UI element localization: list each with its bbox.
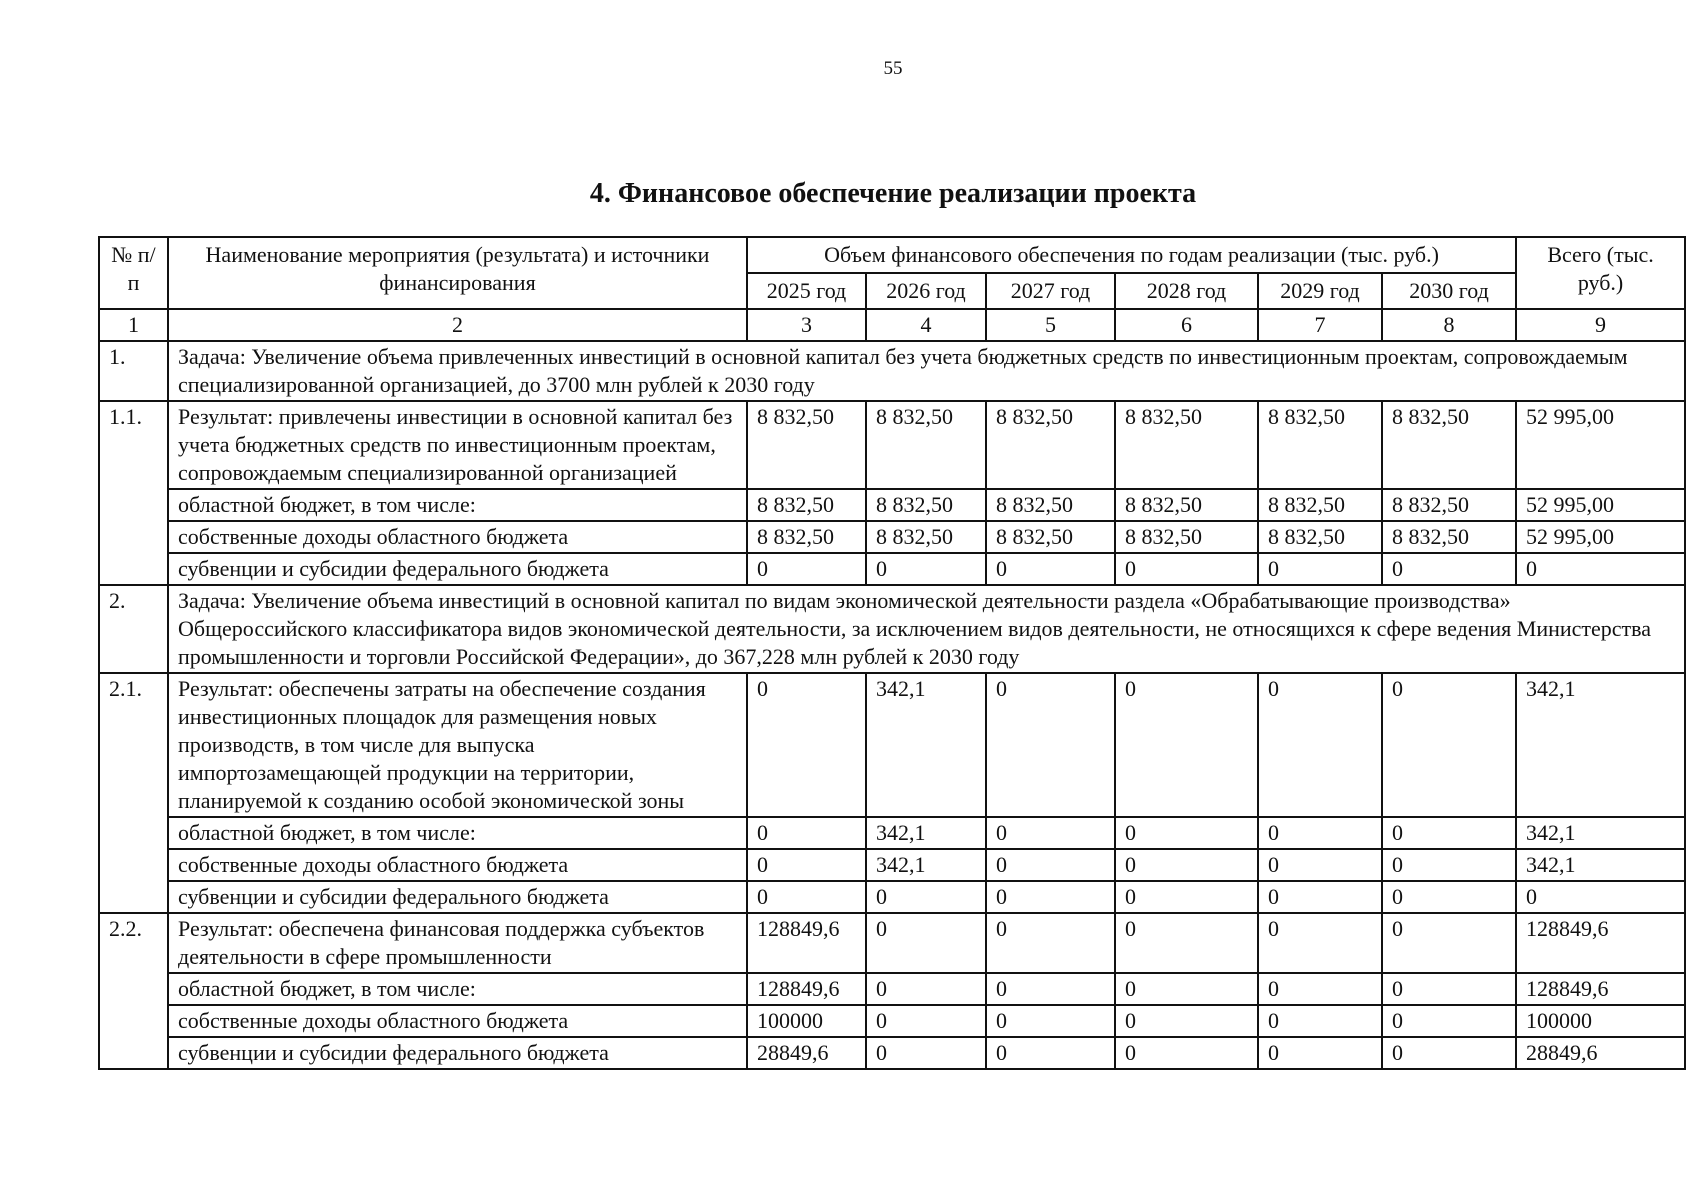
financing-table — [98, 236, 1686, 1070]
total-value: 52 995,00 — [1516, 489, 1685, 521]
header-year: 2026 год — [866, 273, 986, 309]
task-row — [99, 585, 1685, 673]
year-value: 0 — [1258, 881, 1382, 913]
column-index: 2 — [168, 309, 747, 341]
result-number: 1.1. — [99, 401, 168, 585]
header-year: 2025 год — [747, 273, 866, 309]
total-value: 0 — [1516, 881, 1685, 913]
year-value: 0 — [1115, 1037, 1258, 1069]
total-value: 28849,6 — [1516, 1037, 1685, 1069]
year-value: 0 — [1382, 1005, 1516, 1037]
year-value: 0 — [747, 881, 866, 913]
year-value: 0 — [1115, 913, 1258, 973]
year-value: 0 — [986, 881, 1115, 913]
column-index: 6 — [1115, 309, 1258, 341]
total-value: 100000 — [1516, 1005, 1685, 1037]
year-value: 0 — [747, 817, 866, 849]
funding-source-row — [99, 817, 1685, 849]
year-value: 0 — [747, 553, 866, 585]
header-year: 2027 год — [986, 273, 1115, 309]
year-value: 0 — [866, 553, 986, 585]
year-value: 0 — [1258, 817, 1382, 849]
year-value: 0 — [1382, 553, 1516, 585]
column-index: 7 — [1258, 309, 1382, 341]
year-value: 100000 — [747, 1005, 866, 1037]
year-value: 8 832,50 — [1115, 401, 1258, 489]
funding-source-row — [99, 973, 1685, 1005]
task-text: Задача: Увеличение объема инвестиций в основной капитал по видам экономической деятельности раздела «Обрабатывающие производства» Общероссийского классификатора видов экономической деятельности, за исключением видов деятельности, не относящихся к сфере ведения Министерства промышленности и торговли Российской Федерации», до 367,228 млн рублей к 2030 году — [168, 585, 1685, 673]
year-value: 0 — [1382, 881, 1516, 913]
funding-source-row — [99, 849, 1685, 881]
total-value: 128849,6 — [1516, 973, 1685, 1005]
year-value: 0 — [1258, 673, 1382, 817]
year-value: 0 — [986, 553, 1115, 585]
task-number: 2. — [99, 585, 168, 673]
funding-source-name: областной бюджет, в том числе: — [168, 489, 747, 521]
year-value: 0 — [1258, 849, 1382, 881]
column-index: 3 — [747, 309, 866, 341]
year-value: 0 — [1382, 673, 1516, 817]
year-value: 0 — [1258, 973, 1382, 1005]
year-value: 0 — [986, 973, 1115, 1005]
year-value: 0 — [1115, 817, 1258, 849]
total-value: 342,1 — [1516, 817, 1685, 849]
funding-source-name: собственные доходы областного бюджета — [168, 521, 747, 553]
header-col-name: Наименование мероприятия (результата) и источники финансирования — [168, 237, 747, 309]
year-value: 8 832,50 — [1382, 521, 1516, 553]
year-value: 8 832,50 — [1115, 489, 1258, 521]
year-value: 8 832,50 — [866, 521, 986, 553]
year-value: 0 — [1115, 553, 1258, 585]
year-value: 342,1 — [866, 849, 986, 881]
year-value: 0 — [986, 1037, 1115, 1069]
header-year: 2030 год — [1382, 273, 1516, 309]
column-index: 9 — [1516, 309, 1685, 341]
result-name: Результат: обеспечена финансовая поддержка субъектов деятельности в сфере промышленности — [168, 913, 747, 973]
year-value: 28849,6 — [747, 1037, 866, 1069]
result-name: Результат: обеспечены затраты на обеспечение создания инвестиционных площадок для размещения новых производств, в том числе для выпуска импортозамещающей продукции на территории, планируемой к созданию особой экономической зоны — [168, 673, 747, 817]
funding-source-name: областной бюджет, в том числе: — [168, 817, 747, 849]
year-value: 0 — [866, 881, 986, 913]
section-title: 4. Финансовое обеспечение реализации проекта — [589, 178, 1197, 209]
year-value: 8 832,50 — [1258, 401, 1382, 489]
total-value: 342,1 — [1516, 673, 1685, 817]
result-row — [99, 673, 1685, 817]
year-value: 8 832,50 — [1115, 521, 1258, 553]
header-year: 2028 год — [1115, 273, 1258, 309]
year-value: 8 832,50 — [1382, 401, 1516, 489]
column-index: 1 — [99, 309, 168, 341]
column-index: 8 — [1382, 309, 1516, 341]
year-value: 0 — [986, 913, 1115, 973]
year-value: 342,1 — [866, 673, 986, 817]
year-value: 8 832,50 — [747, 521, 866, 553]
task-text: Задача: Увеличение объема привлеченных инвестиций в основной капитал без учета бюджетных средств по инвестиционным проектам, сопровождаемым специализированной организацией, до 3700 млн рублей к 2030 году — [168, 341, 1685, 401]
year-value: 8 832,50 — [1382, 489, 1516, 521]
total-value: 128849,6 — [1516, 913, 1685, 973]
year-value: 0 — [986, 849, 1115, 881]
year-value: 8 832,50 — [986, 489, 1115, 521]
column-index: 5 — [986, 309, 1115, 341]
year-value: 0 — [1382, 913, 1516, 973]
year-value: 0 — [1115, 1005, 1258, 1037]
funding-source-row — [99, 521, 1685, 553]
result-row — [99, 913, 1685, 973]
year-value: 0 — [866, 1005, 986, 1037]
year-value: 0 — [986, 1005, 1115, 1037]
header-col-num: № п/п — [99, 237, 168, 309]
header-row — [99, 237, 1685, 273]
result-name: Результат: привлечены инвестиции в основной капитал без учета бюджетных средств по инвестиционным проектам, сопровождаемым специализированной организацией — [168, 401, 747, 489]
year-value: 0 — [866, 973, 986, 1005]
year-value: 8 832,50 — [866, 489, 986, 521]
year-value: 0 — [1382, 1037, 1516, 1069]
year-value: 8 832,50 — [1258, 489, 1382, 521]
result-number: 2.2. — [99, 913, 168, 1069]
funding-source-row — [99, 489, 1685, 521]
year-value: 128849,6 — [747, 913, 866, 973]
funding-source-row — [99, 881, 1685, 913]
result-row — [99, 401, 1685, 489]
funding-source-name: собственные доходы областного бюджета — [168, 849, 747, 881]
funding-source-name: собственные доходы областного бюджета — [168, 1005, 747, 1037]
task-number: 1. — [99, 341, 168, 401]
total-value: 342,1 — [1516, 849, 1685, 881]
funding-source-row — [99, 1005, 1685, 1037]
year-value: 0 — [866, 1037, 986, 1069]
year-value: 0 — [1115, 973, 1258, 1005]
header-year: 2029 год — [1258, 273, 1382, 309]
year-value: 128849,6 — [747, 973, 866, 1005]
funding-source-row — [99, 553, 1685, 585]
task-row — [99, 341, 1685, 401]
year-value: 8 832,50 — [747, 401, 866, 489]
year-value: 8 832,50 — [1258, 521, 1382, 553]
total-value: 52 995,00 — [1516, 521, 1685, 553]
year-value: 0 — [986, 673, 1115, 817]
year-value: 0 — [1115, 673, 1258, 817]
year-value: 0 — [986, 817, 1115, 849]
funding-source-name: субвенции и субсидии федерального бюджета — [168, 1037, 747, 1069]
year-value: 0 — [1258, 1037, 1382, 1069]
year-value: 8 832,50 — [986, 521, 1115, 553]
page-number: 55 — [883, 58, 903, 79]
funding-source-row — [99, 1037, 1685, 1069]
year-value: 0 — [747, 849, 866, 881]
year-value: 0 — [866, 913, 986, 973]
column-index-row — [99, 309, 1685, 341]
year-value: 0 — [747, 673, 866, 817]
year-value: 8 832,50 — [747, 489, 866, 521]
funding-source-name: областной бюджет, в том числе: — [168, 973, 747, 1005]
year-value: 0 — [1382, 849, 1516, 881]
result-number: 2.1. — [99, 673, 168, 913]
funding-source-name: субвенции и субсидии федерального бюджета — [168, 553, 747, 585]
total-value: 0 — [1516, 553, 1685, 585]
funding-source-name: субвенции и субсидии федерального бюджета — [168, 881, 747, 913]
year-value: 8 832,50 — [866, 401, 986, 489]
year-value: 0 — [1115, 881, 1258, 913]
year-value: 0 — [1258, 913, 1382, 973]
header-col-volume: Объем финансового обеспечения по годам реализации (тыс. руб.) — [747, 237, 1516, 273]
year-value: 0 — [1258, 1005, 1382, 1037]
header-col-total: Всего (тыс. руб.) — [1516, 237, 1685, 309]
year-value: 0 — [1382, 817, 1516, 849]
year-value: 0 — [1258, 553, 1382, 585]
column-index: 4 — [866, 309, 986, 341]
year-value: 342,1 — [866, 817, 986, 849]
year-value: 8 832,50 — [986, 401, 1115, 489]
year-value: 0 — [1115, 849, 1258, 881]
total-value: 52 995,00 — [1516, 401, 1685, 489]
year-value: 0 — [1382, 973, 1516, 1005]
